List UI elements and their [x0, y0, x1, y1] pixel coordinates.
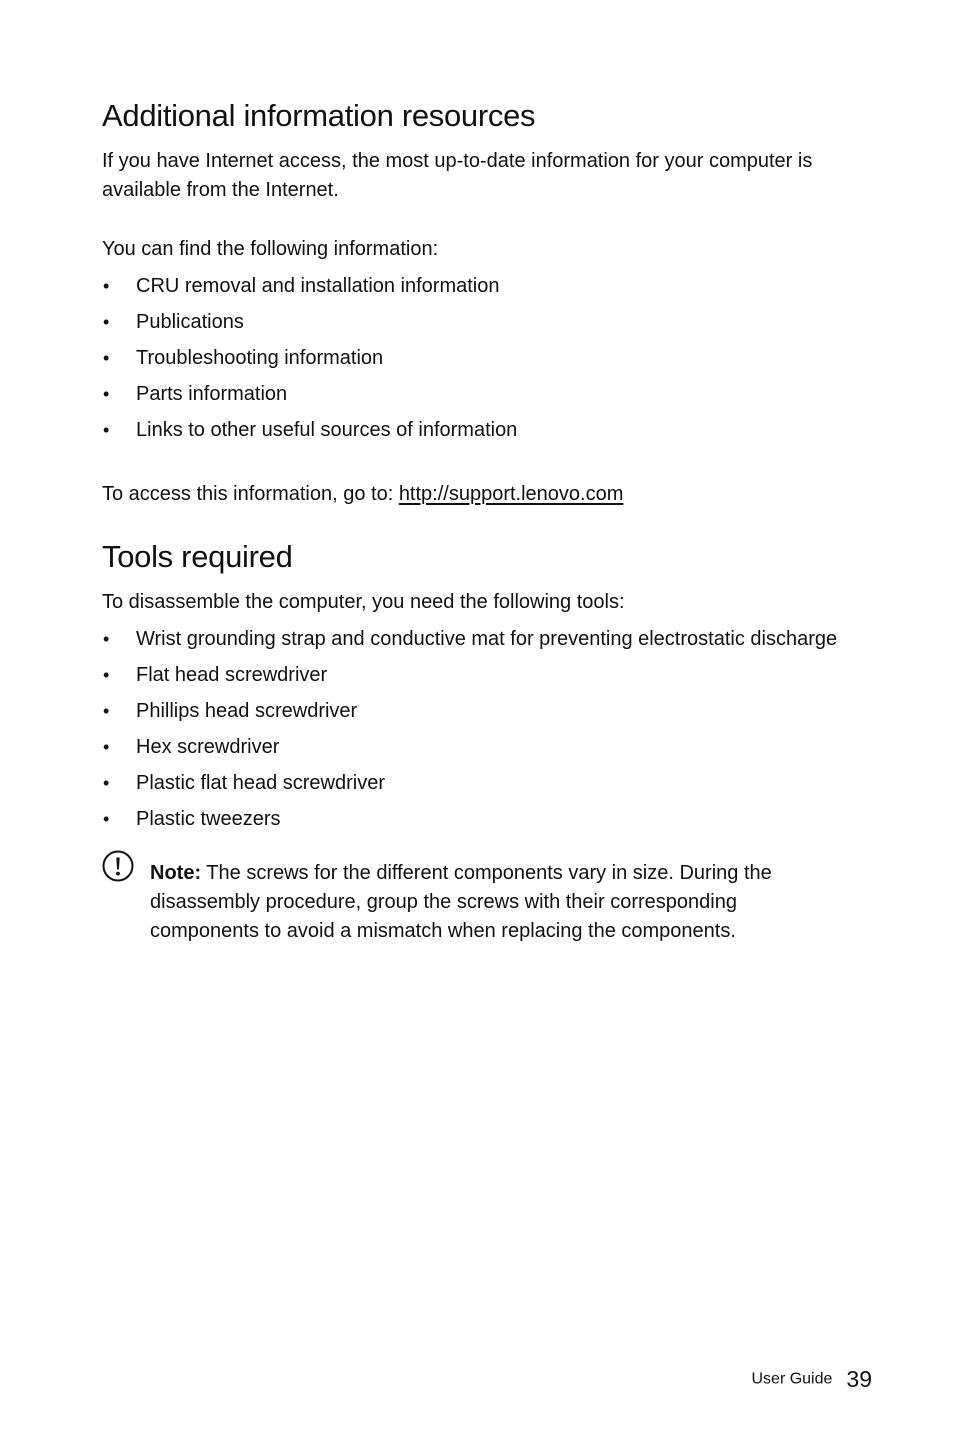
- list-item: • Troubleshooting information: [102, 340, 517, 376]
- intro-paragraph: If you have Internet access, the most up-to-date information for your computer is available from the Internet.: [102, 150, 813, 201]
- list-item: • Hex screwdriver: [102, 729, 837, 765]
- list-item: • Plastic tweezers: [102, 801, 837, 837]
- bullet-icon: •: [103, 737, 110, 757]
- note-paragraph: [150, 859, 850, 946]
- bullet-icon: •: [103, 348, 110, 368]
- list-item: • Plastic flat head screwdriver: [102, 765, 837, 801]
- note-label: Note:: [150, 862, 202, 884]
- bullet-icon: •: [103, 312, 110, 332]
- bullet-icon: •: [103, 773, 110, 793]
- section-heading-tools-required: Tools required: [102, 539, 293, 574]
- support-link[interactable]: http://support.lenovo.com: [398, 483, 624, 505]
- bullet-icon: •: [103, 809, 110, 829]
- list-item: • CRU removal and installation information: [102, 268, 517, 304]
- list-item: • Flat head screwdriver: [102, 657, 837, 693]
- access-text: To access this information, go to:: [102, 483, 399, 505]
- bullet-icon: •: [103, 665, 110, 685]
- page-footer: [751, 1366, 872, 1393]
- list-item: • Wrist grounding strap and conductive mat for preventing electrostatic discharge: [102, 621, 837, 657]
- bullet-icon: •: [103, 420, 110, 440]
- access-paragraph: [102, 480, 872, 509]
- footer-label: User Guide: [751, 1370, 833, 1388]
- list-item: • Publications: [102, 304, 517, 340]
- bullet-icon: •: [103, 384, 110, 404]
- bullet-icon: •: [103, 276, 110, 296]
- bullet-icon: •: [103, 629, 110, 649]
- tools-lead: To disassemble the computer, you need the following tools:: [102, 591, 625, 613]
- list-item: • Phillips head screwdriver: [102, 693, 837, 729]
- find-info-lead: You can find the following information:: [102, 238, 439, 260]
- info-list: [102, 268, 517, 448]
- exclamation-circle-icon: [102, 850, 134, 882]
- list-item: • Parts information: [102, 376, 517, 412]
- tools-list: [102, 621, 837, 837]
- section-heading-additional-resources: Additional information resources: [102, 98, 536, 133]
- list-item: • Links to other useful sources of information: [102, 412, 517, 448]
- bullet-icon: •: [103, 701, 110, 721]
- note-body: The screws for the different components vary in size. During the disassembly procedure, group the screws with their corresponding components to avoid a mismatch when replacing the components.: [150, 862, 772, 942]
- page-number: 39: [846, 1366, 872, 1392]
